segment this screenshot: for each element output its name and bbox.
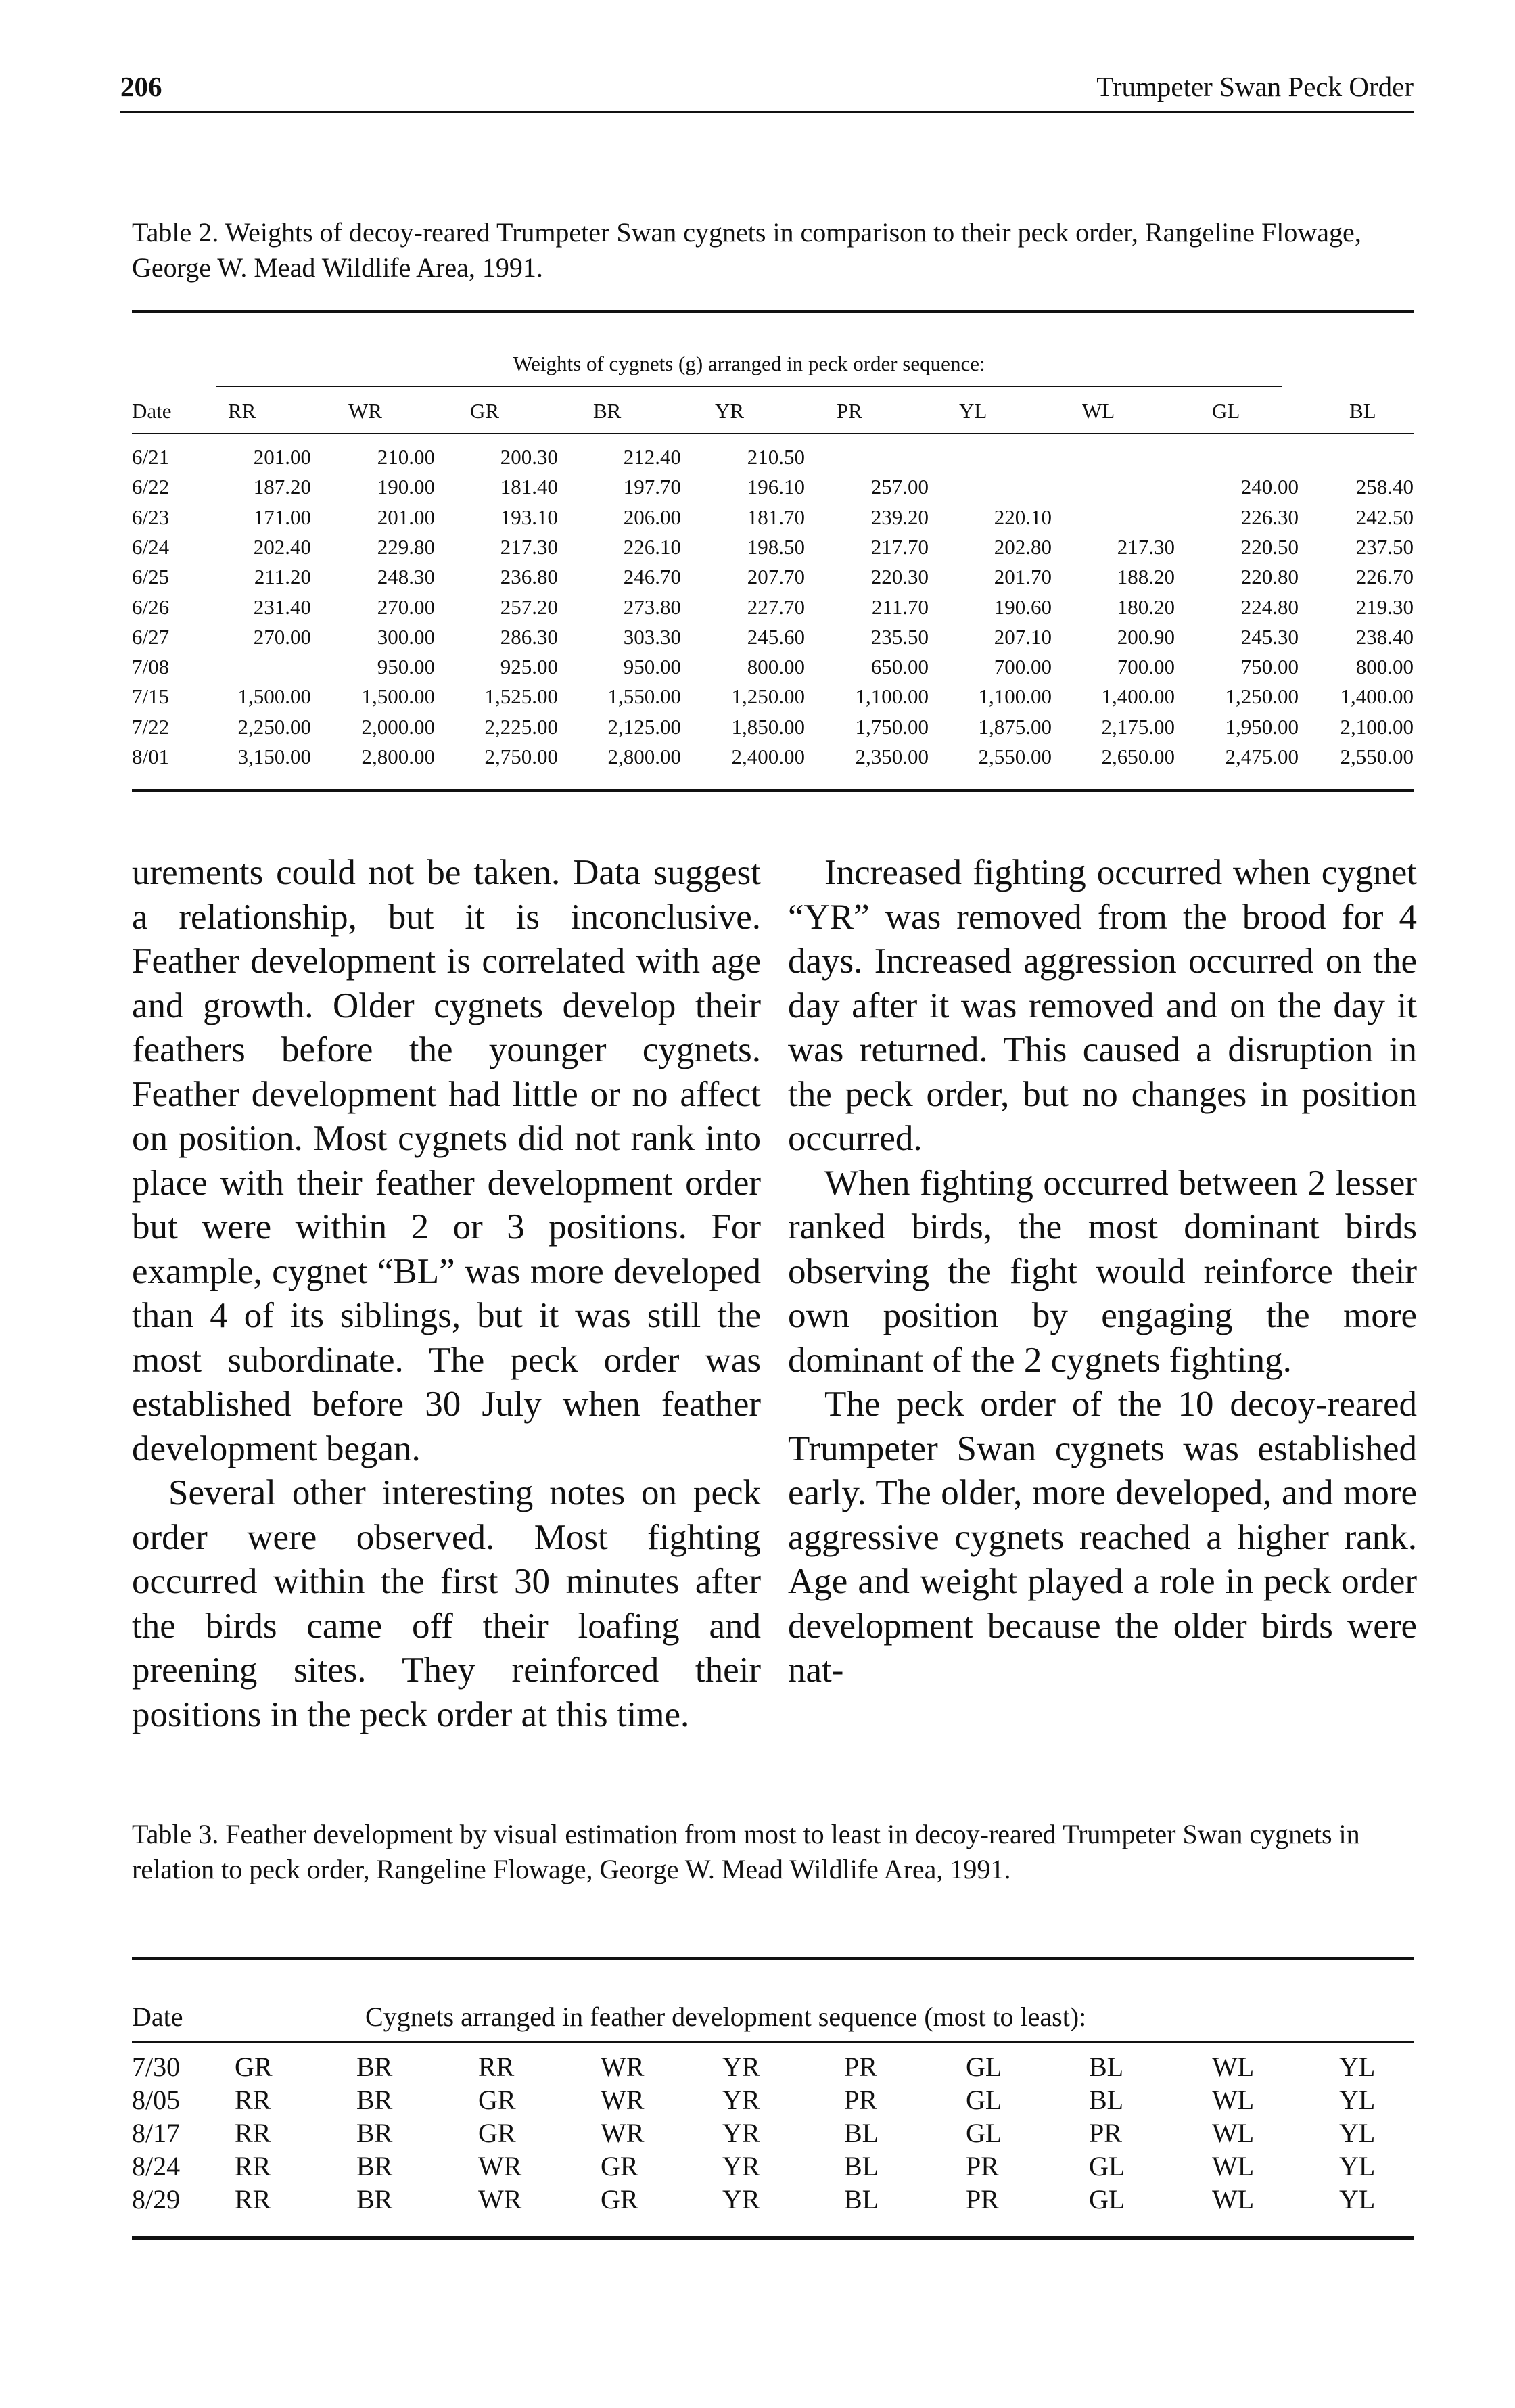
- table3-cell-cygnet: WR: [478, 2184, 522, 2215]
- table2-cell-weight: 248.30: [377, 565, 435, 589]
- table2-cell-weight: 2,550.00: [978, 745, 1052, 768]
- table2-row: [132, 445, 1414, 475]
- table3-header-row: [132, 2001, 1414, 2033]
- table2-cell-weight: 1,400.00: [1340, 685, 1414, 709]
- table3-cell-cygnet: YL: [1339, 2184, 1376, 2215]
- table2-cell-weight: 235.50: [870, 624, 929, 649]
- table3-cell-cygnet: WL: [1212, 2052, 1255, 2082]
- table2-cell-weight: 2,175.00: [1101, 714, 1175, 739]
- table2-row: [132, 715, 1414, 745]
- table2-col-yr: YR: [715, 399, 745, 423]
- table2-cell-weight: 2,550.00: [1340, 745, 1414, 768]
- table3-cell-cygnet: WL: [1212, 2151, 1255, 2181]
- table2-cell-weight: 2,100.00: [1340, 714, 1414, 739]
- table2-cell-weight: 1,100.00: [978, 685, 1052, 709]
- table2-cell-weight: 1,950.00: [1225, 714, 1299, 739]
- table2-cell-weight: 257.00: [870, 475, 929, 499]
- table3-cell-cygnet: YL: [1339, 2118, 1376, 2148]
- table2-cell-date: 7/08: [132, 655, 170, 679]
- table2-cell-weight: 2,350.00: [855, 745, 929, 768]
- table2-cell-weight: 1,550.00: [607, 685, 681, 709]
- table3-cell-cygnet: YR: [722, 2085, 760, 2115]
- table2-row: [132, 565, 1414, 595]
- table2-cell-weight: 220.50: [1240, 534, 1299, 559]
- table2-cell-weight: 231.40: [253, 595, 311, 619]
- table2-spanner: Weights of cygnets (g) arranged in peck order sequence:: [513, 352, 985, 375]
- running-title: Trumpeter Swan Peck Order: [1096, 71, 1414, 102]
- table2-cell-weight: 200.30: [500, 445, 558, 469]
- table2-cell-weight: 224.80: [1240, 595, 1299, 619]
- table2-cell-weight: 207.70: [747, 565, 805, 589]
- table3-cell-cygnet: RR: [235, 2118, 271, 2148]
- table3-cell-cygnet: YR: [722, 2184, 760, 2215]
- table3-cell-date: 8/24: [132, 2151, 181, 2181]
- table3-cell-cygnet: YL: [1339, 2052, 1376, 2082]
- table2-cell-weight: 270.00: [377, 595, 435, 619]
- table2-cell-date: 7/22: [132, 714, 170, 739]
- table2-cell-weight: 238.40: [1355, 624, 1414, 649]
- table3-cell-date: 8/17: [132, 2118, 181, 2148]
- table3-row: [132, 2117, 1414, 2150]
- table3-cell-cygnet: RR: [235, 2151, 271, 2181]
- table3-cell-cygnet: BL: [1089, 2085, 1124, 2115]
- table3-caption: Table 3. Feather development by visual estimation from most to least in decoy-reared Trumpeter Swan cygnets in relation to peck order, Rangeline Flowage, George W. Mead Wildlife Area, 1991.: [132, 1819, 1360, 1884]
- table3-cell-cygnet: PR: [966, 2151, 999, 2181]
- table2-cell-weight: 2,225.00: [484, 714, 558, 739]
- table2-cell-weight: 188.20: [1117, 565, 1175, 589]
- table3-header-rule: [132, 2041, 1414, 2043]
- table3-cell-cygnet: GL: [966, 2118, 1002, 2148]
- table2-cell-weight: 212.40: [623, 445, 681, 469]
- table2-cell-weight: 201.00: [377, 505, 435, 529]
- body-paragraph: When fighting occurred between 2 lesser ranked birds, the most dominant birds observing the fight would reinforce their own position by engaging the more dominant of the 2 cygnets fighting.: [788, 1163, 1417, 1380]
- table3-cell-cygnet: WR: [478, 2151, 522, 2181]
- table3-col-date: Date: [132, 2001, 183, 2032]
- running-header: [120, 70, 1414, 111]
- table3-row: [132, 2051, 1414, 2083]
- table2-cell-weight: 303.30: [623, 624, 681, 649]
- table2-cell-weight: 226.70: [1355, 565, 1414, 589]
- table2-cell-weight: 2,800.00: [607, 745, 681, 768]
- body-column-right: [788, 851, 1417, 1693]
- table2-cell-weight: 190.60: [994, 595, 1052, 619]
- table2-cell-weight: 210.50: [747, 445, 805, 469]
- table2-cell-weight: 700.00: [994, 655, 1052, 679]
- table2-col-wl: WL: [1082, 399, 1115, 423]
- table2-cell-weight: 201.00: [253, 445, 311, 469]
- table2-cell-weight: 237.50: [1355, 534, 1414, 559]
- table2-cell-weight: 211.70: [871, 595, 929, 619]
- table3-cell-cygnet: GL: [1089, 2184, 1125, 2215]
- table2-cell-weight: 3,150.00: [237, 745, 311, 768]
- table3-cell-cygnet: BL: [844, 2184, 879, 2215]
- table2-cell-weight: 198.50: [747, 534, 805, 559]
- table3-row: [132, 2084, 1414, 2116]
- table2-cell-weight: 1,100.00: [855, 685, 929, 709]
- table2-cell-weight: 2,475.00: [1225, 745, 1299, 768]
- table2-cell-weight: 800.00: [747, 655, 805, 679]
- table3-cell-cygnet: BL: [844, 2118, 879, 2148]
- header-rule: [120, 111, 1414, 113]
- table2-col-gl: GL: [1212, 399, 1240, 423]
- table2-cell-weight: 2,250.00: [237, 714, 311, 739]
- table2-cell-weight: 193.10: [500, 505, 558, 529]
- table2-cell-weight: 270.00: [253, 624, 311, 649]
- table2-cell-weight: 245.30: [1240, 624, 1299, 649]
- table2-top-rule: [132, 310, 1414, 313]
- table2-row: [132, 625, 1414, 655]
- body-paragraph: Several other interesting notes on peck order were observed. Most fighting occurred within the first 30 minutes after the birds came off their loafing and preening sites. They reinforced their positions in the peck order at this time.: [132, 1473, 761, 1734]
- table2-cell-date: 6/24: [132, 534, 170, 559]
- table2-cell-weight: 220.80: [1240, 565, 1299, 589]
- table3-cell-cygnet: GR: [601, 2184, 638, 2215]
- table2-cell-weight: 1,850.00: [731, 714, 805, 739]
- table3-cell-cygnet: YR: [722, 2052, 760, 2082]
- table2-cell-date: 6/22: [132, 475, 170, 499]
- table3-cell-date: 7/30: [132, 2052, 181, 2082]
- table3-cell-cygnet: GR: [478, 2085, 516, 2115]
- table3-cell-cygnet: WR: [601, 2052, 645, 2082]
- table3-cell-cygnet: GL: [966, 2052, 1002, 2082]
- table3-cell-cygnet: BR: [356, 2151, 393, 2181]
- table2-cell-weight: 181.40: [500, 475, 558, 499]
- table2-bottom-rule: [132, 789, 1414, 792]
- table2-cell-weight: 220.10: [994, 505, 1052, 529]
- table2-cell-weight: 181.70: [747, 505, 805, 529]
- table2-cell-weight: 800.00: [1355, 655, 1414, 679]
- table3-cell-cygnet: YL: [1339, 2085, 1376, 2115]
- table3-row: [132, 2150, 1414, 2183]
- table2-col-rr: RR: [228, 399, 256, 423]
- table2-col-gr: GR: [470, 399, 500, 423]
- table2-row: [132, 745, 1414, 774]
- table2-cell-weight: 236.80: [500, 565, 558, 589]
- table3-cell-cygnet: BR: [356, 2052, 393, 2082]
- table2-cell-weight: 750.00: [1240, 655, 1299, 679]
- table3-cell-cygnet: YR: [722, 2151, 760, 2181]
- table2-cell-weight: 171.00: [253, 505, 311, 529]
- table2-cell-date: 7/15: [132, 685, 170, 709]
- table2-cell-weight: 227.70: [747, 595, 805, 619]
- table2-header-row: [132, 399, 1414, 429]
- table2-cell-weight: 925.00: [500, 655, 558, 679]
- table2-cell-weight: 258.40: [1355, 475, 1414, 499]
- table2-cell-weight: 197.70: [623, 475, 681, 499]
- table2-row: [132, 685, 1414, 714]
- table3-cell-date: 8/29: [132, 2184, 181, 2215]
- table2-cell-weight: 202.40: [253, 534, 311, 559]
- table2-cell-weight: 2,125.00: [607, 714, 681, 739]
- table2-cell-date: 6/25: [132, 565, 170, 589]
- table2-cell-weight: 211.20: [254, 565, 311, 589]
- table2-cell-weight: 300.00: [377, 624, 435, 649]
- table3-cell-cygnet: BL: [844, 2151, 879, 2181]
- table2-cell-weight: 217.70: [870, 534, 929, 559]
- table2-cell-weight: 273.80: [623, 595, 681, 619]
- table3-cell-cygnet: RR: [235, 2184, 271, 2215]
- table2-cell-weight: 950.00: [623, 655, 681, 679]
- table2-cell-weight: 1,500.00: [361, 685, 435, 709]
- table2-col-yl: YL: [959, 399, 987, 423]
- table3-spanner: Cygnets arranged in feather development sequence (most to least):: [365, 2001, 1087, 2032]
- table2-cell-weight: 246.70: [623, 565, 681, 589]
- table2-cell-weight: 210.00: [377, 445, 435, 469]
- table3-cell-cygnet: RR: [235, 2085, 271, 2115]
- table3-cell-cygnet: YL: [1339, 2151, 1376, 2181]
- table2-cell-weight: 2,400.00: [731, 745, 805, 768]
- table2-cell-weight: 286.30: [500, 624, 558, 649]
- table2-cell-weight: 207.10: [994, 624, 1052, 649]
- table3-bottom-rule: [132, 2236, 1414, 2240]
- table2-cell-weight: 180.20: [1117, 595, 1175, 619]
- table2-cell-weight: 202.80: [994, 534, 1052, 559]
- body-paragraph: Increased fighting occurred when cygnet “YR” was removed from the brood for 4 days. Increased aggression occurred on the day after it was removed and on the day it was returned. This caused a disruption in the peck order, but no changes in position occurred.: [788, 853, 1417, 1158]
- table3-cell-cygnet: WR: [601, 2118, 645, 2148]
- table2-cell-weight: 187.20: [253, 475, 311, 499]
- table2-col-date: Date: [132, 399, 172, 423]
- table2-cell-weight: 2,750.00: [484, 745, 558, 768]
- table3-cell-cygnet: BL: [1089, 2052, 1124, 2082]
- body-paragraph: The peck order of the 10 decoy-reared Trumpeter Swan cygnets was established early. The older, more developed, and more aggressive cygnets reached a higher rank. Age and weight played a role in peck order development because the older birds were nat-: [788, 1385, 1417, 1690]
- table2-cell-weight: 240.00: [1240, 475, 1299, 499]
- table3-top-rule: [132, 1957, 1414, 1960]
- table3-cell-cygnet: GL: [966, 2085, 1002, 2115]
- table3-cell-cygnet: PR: [844, 2085, 877, 2115]
- table2-header-rule: [132, 433, 1414, 434]
- table2-cell-date: 6/23: [132, 505, 170, 529]
- table3-cell-cygnet: WL: [1212, 2085, 1255, 2115]
- table2-col-bl: BL: [1349, 399, 1376, 423]
- table2-col-pr: PR: [837, 399, 862, 423]
- table2-cell-weight: 217.30: [500, 534, 558, 559]
- table3-cell-cygnet: RR: [478, 2052, 515, 2082]
- table3-cell-cygnet: BR: [356, 2184, 393, 2215]
- page-number: 206: [120, 71, 162, 102]
- table2-cell-weight: 257.20: [500, 595, 558, 619]
- table2-cell-weight: 1,525.00: [484, 685, 558, 709]
- table3-cell-cygnet: WL: [1212, 2118, 1255, 2148]
- table3-cell-cygnet: PR: [1089, 2118, 1122, 2148]
- body-paragraph: urements could not be taken. Data suggest a relationship, but it is inconclusive. Feather development is correlated with age and growth. Older cygnets develop their feathers before the younger cygnets. Feather development had little or no affect on position. Most cygnets did not rank into place with their feather development order but were within 2 or 3 positions. For example, cygnet “BL” was more developed than 4 of its siblings, but it was still the most subordinate. The peck order was established before 30 July when feather development began.: [132, 853, 761, 1468]
- table2-cell-weight: 190.00: [377, 475, 435, 499]
- table3-cell-date: 8/05: [132, 2085, 181, 2115]
- table3-cell-cygnet: WR: [601, 2085, 645, 2115]
- table2-cell-weight: 200.90: [1117, 624, 1175, 649]
- table2-cell-weight: 206.00: [623, 505, 681, 529]
- table2-row: [132, 475, 1414, 505]
- table3-cell-cygnet: GR: [601, 2151, 638, 2181]
- table2-spanner-rule: [216, 386, 1282, 387]
- table2-cell-weight: 201.70: [994, 565, 1052, 589]
- table2-cell-weight: 1,750.00: [855, 714, 929, 739]
- table2-cell-weight: 245.60: [747, 624, 805, 649]
- table2-row: [132, 655, 1414, 685]
- table2-cell-weight: 226.30: [1240, 505, 1299, 529]
- table2-col-br: BR: [593, 399, 622, 423]
- table2-cell-weight: 1,250.00: [1225, 685, 1299, 709]
- table2-cell-weight: 2,650.00: [1101, 745, 1175, 768]
- table2-cell-weight: 229.80: [377, 534, 435, 559]
- table2-cell-weight: 239.20: [870, 505, 929, 529]
- table2-cell-weight: 650.00: [870, 655, 929, 679]
- table2-col-wr: WR: [348, 399, 382, 423]
- table2-row: [132, 535, 1414, 565]
- table2-cell-weight: 226.10: [623, 534, 681, 559]
- body-column-left: [132, 851, 761, 1737]
- table3-cell-cygnet: GR: [478, 2118, 516, 2148]
- table2-cell-weight: 220.30: [870, 565, 929, 589]
- table2-cell-weight: 196.10: [747, 475, 805, 499]
- table2-cell-weight: 1,400.00: [1101, 685, 1175, 709]
- table3-cell-cygnet: GL: [1089, 2151, 1125, 2181]
- table2-cell-date: 6/21: [132, 445, 170, 469]
- table2-row: [132, 595, 1414, 625]
- table3-cell-cygnet: WL: [1212, 2184, 1255, 2215]
- table2-cell-weight: 242.50: [1355, 505, 1414, 529]
- table2-row: [132, 505, 1414, 535]
- table2-cell-weight: 1,500.00: [237, 685, 311, 709]
- table2-cell-weight: 2,000.00: [361, 714, 435, 739]
- table3-cell-cygnet: GR: [235, 2052, 273, 2082]
- table2-cell-weight: 217.30: [1117, 534, 1175, 559]
- table2-cell-weight: 1,875.00: [978, 714, 1052, 739]
- table3-cell-cygnet: BR: [356, 2118, 393, 2148]
- table2-caption: Table 2. Weights of decoy-reared Trumpeter Swan cygnets in comparison to their peck order, Rangeline Flowage, George W. Mead Wildlife Area, 1991.: [132, 217, 1361, 283]
- table3-row: [132, 2183, 1414, 2216]
- table3-cell-cygnet: PR: [966, 2184, 999, 2215]
- table3-cell-cygnet: PR: [844, 2052, 877, 2082]
- table3-cell-cygnet: YR: [722, 2118, 760, 2148]
- table2-cell-weight: 950.00: [377, 655, 435, 679]
- table2-cell-weight: 1,250.00: [731, 685, 805, 709]
- table2-cell-date: 6/26: [132, 595, 170, 619]
- table2-cell-weight: 700.00: [1117, 655, 1175, 679]
- table3-cell-cygnet: BR: [356, 2085, 393, 2115]
- table2-cell-weight: 219.30: [1355, 595, 1414, 619]
- table2-cell-date: 6/27: [132, 624, 170, 649]
- table2-cell-weight: 2,800.00: [361, 745, 435, 768]
- table2-cell-date: 8/01: [132, 745, 170, 768]
